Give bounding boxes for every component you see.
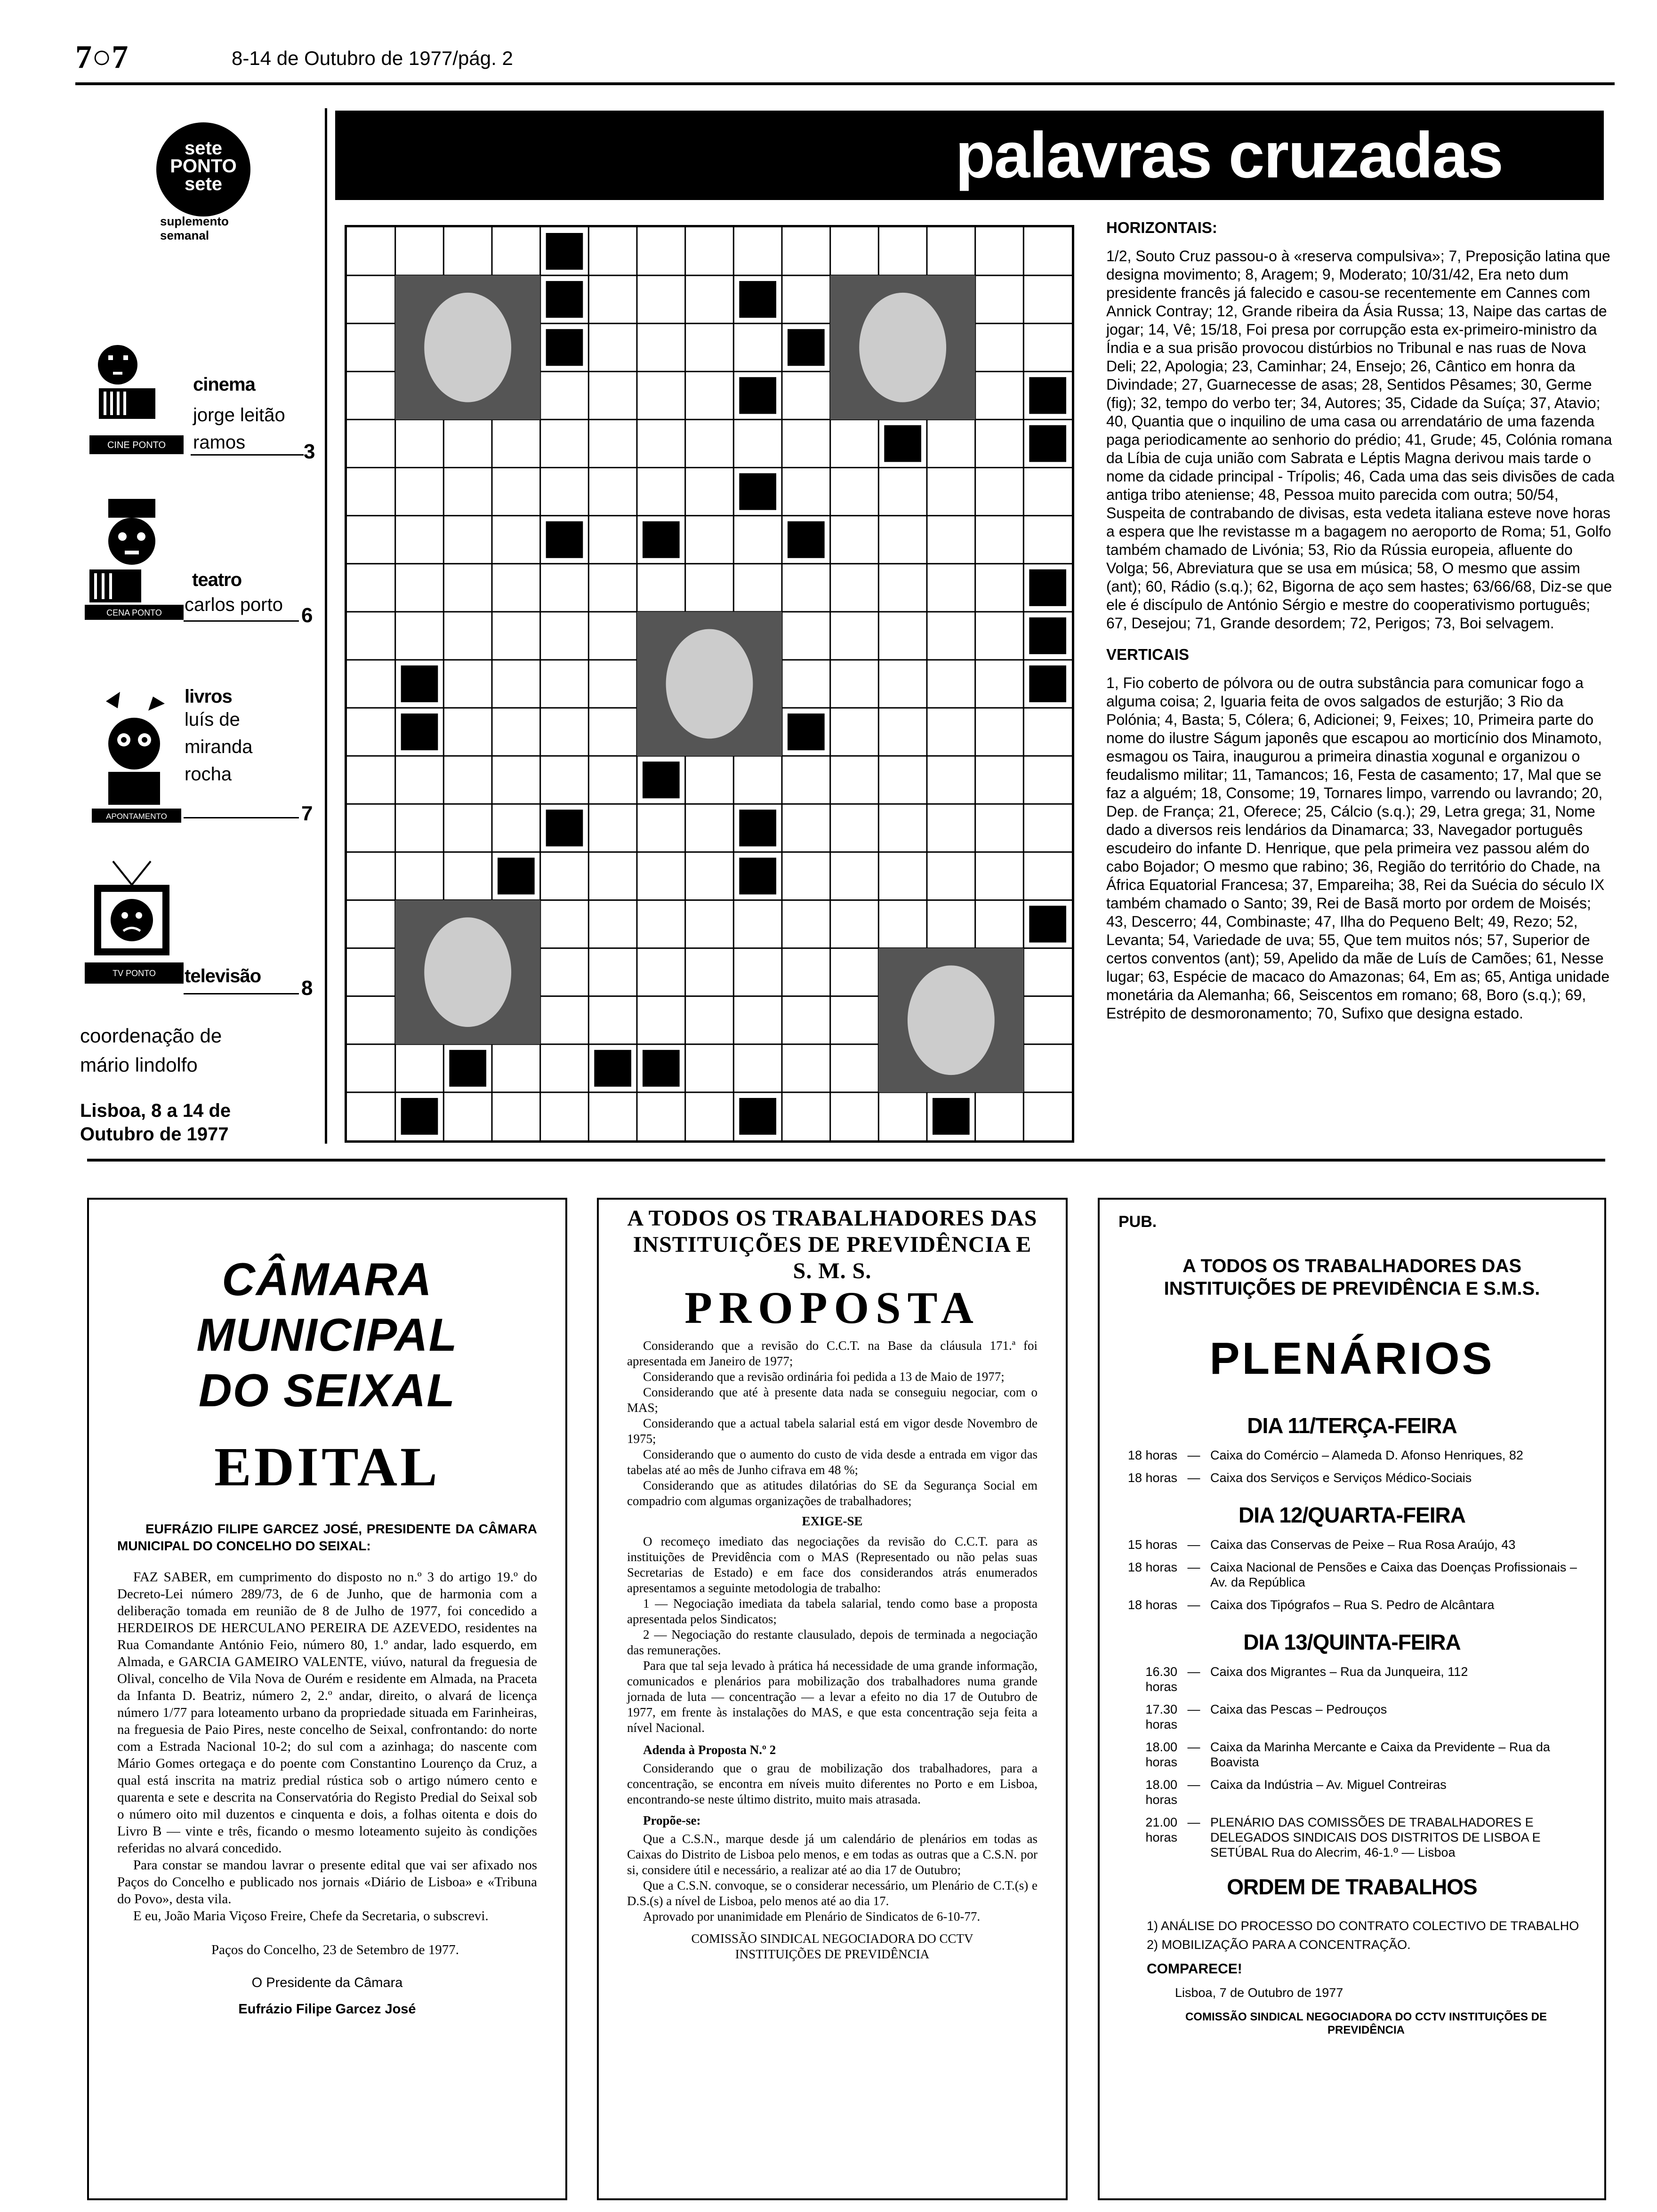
black-square <box>788 521 825 558</box>
logo-line: PONTO <box>170 156 237 176</box>
black-square <box>739 281 776 318</box>
day-heading: DIA 12/QUARTA-FEIRA <box>1239 1503 1465 1527</box>
black-square <box>788 329 825 366</box>
proposta-paragraph: Considerando que a actual tabela salarial está em vigor desde Novembro de 1975; <box>627 1416 1038 1446</box>
day-schedule: 16.30 horas — Caixa dos Migrantes – Rua da Junqueira, 112 17.30 horas — Caixa das Pescas – Pedrouços 18.00 horas — Caixa da Marinha Mercante e Caixa da Previdente – Rua da Boavista 18.00 horas — Caixa da Indústria – Av. Miguel Contreiras 21.00 horas — PLENÁRIO DAS COMISSÕES DE TRABALHADORES E DELEGADOS SINDICAIS DOS DISTRITOS DE LISBOA E SETÚBAL Rua do Alecrim, 46-1.º — Lisboa <box>1145 1665 1550 1859</box>
svg-text:APONTAMENTO: APONTAMENTO <box>106 812 167 821</box>
proposta-paragraph: Considerando que as atitudes dilatórias do SE da Segurança Social em compadrio com algumas organizações de trabalhadores; <box>627 1478 1038 1508</box>
section-title-livros: livros <box>185 686 232 707</box>
edital-signature-name: Eufrázio Filipe Garcez José <box>238 2002 416 2017</box>
proposta-paragraph: 1 — Negociação imediata da tabela salarial, tendo como base a proposta apresentada pelos Sindicatos; <box>627 1596 1038 1626</box>
black-square <box>643 521 680 558</box>
section-author-teatro: carlos porto <box>185 594 283 615</box>
portrait-face <box>424 917 511 1027</box>
day-heading: DIA 11/TERÇA-FEIRA <box>1247 1413 1457 1438</box>
day-schedule: 18 horas — Caixa do Comércio – Alameda D. Afonso Henriques, 82 18 horas — Caixa dos Serviços e Serviços Médico-Sociais <box>1127 1448 1523 1485</box>
black-square <box>546 521 583 558</box>
proposta-paragraph: Para que tal seja levado à prática há necessidade de uma grande informação, comunicados e plenários para mobilização dos trabalhadores numa grande jornada de luta — concentração — a levar a efeito no dia 17 de Outubro de 1977, em frente às instalações do MAS, e que esta concentração seja feita a nível Nacional. <box>627 1659 1038 1735</box>
cinema-icon <box>89 339 188 461</box>
proposta-title: PROPOSTA <box>684 1282 980 1333</box>
verticals-clues: 1, Fio coberto de pólvora ou de outra substância para comunicar fogo a alguma coisa; 2, Iguaria feita de ovos salgados de esturjão; 3 Rio da Polónia; 4, Basta; 5, Cólera; 6, Adicionei; 9, Feixes; 10, Primeira parte do nome do ilustre Ságum japonês que escapou ao morticínio dos Minamoto, esmagou os Taira, inaugurou a primeira dinastia xogunal e organizou o feudalismo militar; 11, Tamancos; 16, Festa de casamento; 17, Mal que se faz a alguém; 18, Consome; 19, Tornares limpo, varrendo ou lavrando; 20, Dep. de França; 21, Oferece; 25, Cálcio (s.q.); 29, Letra grega; 31, Nome dado a diversos reis lendários da Dinamarca; 33, Navegador português escudeiro do infante D. Henrique, que pela primeira vez passou além do cabo Bojador; O mesmo que rabino; 36, Região do território do Chade, na África Equatorial Francesa; 37, Empareiha; 38, Rei da Suécia do século IX também chamado o Santo; 39, Rei de Basã morto por ordem de Moisés; 43, Descerro; 44, Combinaste; 47, Ilha do Pequeno Belt; 49, Rezo; 52, Levanta; 54, Variedade de uva; 55, Que tem muitos nós; 57, Superior de certos conventos (ant); 59, Apelido da mãe de Luís de Camões; 61, Nesse lugar; 63, Espécie de macaco do Amazonas; 64, Em as; 65, Antiga unidade monetária da Alemanha; 66, Seiscentos em romano; 68, Boro (s.q.); 69, Estrépito de desmoronamento; 70, Sufixo que designa estado. <box>1106 674 1610 1022</box>
plenarios-advert <box>1098 1198 1606 2200</box>
edital-title-1: CÂMARA MUNICIPAL <box>196 1253 458 1361</box>
black-square <box>546 809 583 846</box>
section-page-livros: 7 <box>301 802 313 825</box>
black-square <box>546 281 583 318</box>
books-icon <box>87 687 186 828</box>
portrait-face <box>859 293 946 402</box>
proposta-paragraph: Considerando que até à presente data nada se conseguiu negociar, com o MAS; <box>627 1385 1038 1415</box>
edital-notice <box>87 1198 567 2200</box>
black-square <box>643 1050 680 1087</box>
pub-date: Lisboa, 7 de Outubro de 1977 <box>1175 1986 1343 2000</box>
proposta-heading: A TODOS OS TRABALHADORES DAS INSTITUIÇÕES DE PREVIDÊNCIA E S. M. S. <box>627 1206 1038 1283</box>
black-square <box>1029 665 1066 702</box>
black-square <box>498 858 535 894</box>
section-page-teatro: 6 <box>301 604 313 627</box>
proposta-paragraph: Que a C.S.N. convoque, se o considerar necessário, um Plenário de C.T.(s) e D.S.(s) a nível de Lisboa, pelo menos até ao dia 17. <box>627 1878 1038 1908</box>
logo-line: sete <box>184 138 223 159</box>
black-square <box>1029 425 1066 462</box>
crossword-cells <box>347 227 1072 1140</box>
theatre-icon <box>80 499 188 621</box>
svg-text:CENA PONTO: CENA PONTO <box>106 608 162 617</box>
header-rule <box>75 82 1615 85</box>
edital-paragraph: E eu, João Maria Viçoso Freire, Chefe da Secretaria, o subscrevi. <box>133 1908 489 1923</box>
agenda-heading: ORDEM DE TRABALHOS <box>1227 1875 1477 1899</box>
edital-lead: EUFRÁZIO FILIPE GARCEZ JOSÉ, PRESIDENTE DA CÂMARA MUNICIPAL DO CONCELHO DO SEIXAL: <box>117 1522 537 1553</box>
column-divider <box>325 108 327 1144</box>
section-rule <box>184 620 299 622</box>
black-square <box>546 329 583 366</box>
supplement-label: suplemento semanal <box>160 214 229 242</box>
agenda-item: 1) ANÁLISE DO PROCESSO DO CONTRATO COLECTIVO DE TRABALHO <box>1147 1919 1579 1933</box>
agenda-list <box>1118 1918 1585 2037</box>
section-rule-bottom <box>87 1159 1605 1162</box>
section-author-cinema: jorge leitão ramos <box>193 405 285 453</box>
edital-title-2: DO SEIXAL <box>198 1364 456 1416</box>
proposta-paragraph: Considerando que a revisão ordinária foi pedida a 13 de Maio de 1977; <box>643 1370 1005 1384</box>
proposta-subheading: Propõe-se: <box>643 1813 701 1827</box>
black-square <box>884 425 921 462</box>
black-square <box>739 809 776 846</box>
agenda-item: 2) MOBILIZAÇÃO PARA A CONCENTRAÇÃO. <box>1147 1938 1411 1952</box>
edital-date: Paços do Concelho, 23 de Setembro de 1977. <box>211 1942 459 1957</box>
edital-signature-title: O Presidente da Câmara <box>251 1975 403 1990</box>
horizontals-clues: 1/2, Souto Cruz passou-o à «reserva compulsiva»; 7, Preposição latina que designa movimento; 8, Aragem; 9, Moderato; 10/31/42, Era neto dum presidente francês já falecido e casou-se recentemente em Cannes com Annick Contray; 12, Grande ribeira da Ásia Russa; 13, Naipe das cartas de jogar; 14, Vê; 15/18, Foi presa por corrupção esta ex-primeiro-ministro da Índia e a sua prisão provocou distúrbios no Tribunal e nas ruas de Nova Deli; 22, Apologia; 23, Caminhar; 24, Ensejo; 26, Cântico em honra da Divindade; 27, Guarnecesse de asas; 28, Sentidos Pêsames; 30, Germe (fig); 32, tempo do verbo ter; 34, Autores; 35, Cidade da Suíça; 37, Atavio; 40, Quantia que o inquilino de uma casa ou arrendatário de uma fazenda paga periodicamente ao senhorio do prédio; 41, Grude; 45, Colónia romana da Líbia de cuja união com Sabrata e Léptis Magna derivou mais tarde o nome da cidade principal - Trípolis; 46, Cada uma das seis divisões de cada antiga tribo ateniense; 48, Pessoa muito parecida com outra; 50/54, Suspeita de contrabando de divisas, esta vedeta italiana esteve nove horas a espera que lhe revistasse m a bagagem no aeroporto de Roma; 51, Golfo também chamado de Livónia; 53, Rio da Rússia europeia, afluente do Volga; 56, Abreviatura que se usa em música; 58, O mesmo que assim (ant); 60, Rádio (s.q.); 62, Bigorna de aço sem hastes; 63/66/68, Diz-se que ele é discípulo de António Sérgio e mestre do cooperativismo português; 67, Desejou; 71, Grande desordem; 72, Perigos; 73, Boi selvagem. <box>1106 248 1615 632</box>
section-title-teatro: teatro <box>192 569 242 590</box>
black-square <box>933 1098 970 1135</box>
proposta-paragraph: 2 — Negociação do restante clausulado, depois de terminada a negociação das remunerações. <box>627 1627 1038 1657</box>
verticals-heading: VERTICAIS <box>1106 646 1190 663</box>
proposta-subheading: EXIGE-SE <box>802 1514 863 1528</box>
edital-paragraph: Para constar se mandou lavrar o presente edital que vai ser afixado nos Paços do Concelho e publicado nos jornais «Diário de Lisboa» e «Tribuna do Povo», desta vila. <box>117 1858 537 1907</box>
section-page-televisao: 8 <box>301 977 313 1000</box>
proposta-paragraph: Que a C.S.N., marque desde já um calendário de plenários em todas as Caixas do Distrito de Lisboa pelo menos, e em todas as outras que a C.S.N. por si, considere útil e necessário, a realizar até ao dia 17 de Outubro; <box>627 1832 1038 1877</box>
proposta-paragraph: Considerando que a revisão do C.C.T. na Base da cláusula 171.ª foi apresentada em Janeiro de 1977; <box>627 1338 1038 1368</box>
black-square <box>739 1098 776 1135</box>
svg-text:CINE PONTO: CINE PONTO <box>107 440 166 450</box>
pub-label: PUB. <box>1118 1213 1157 1231</box>
black-square <box>739 473 776 510</box>
black-square <box>1029 906 1066 942</box>
proposta-paragraph: Considerando que o aumento do custo de vida desde a entrada em vigor das tabelas até ao mês de Junho cifrava em 48 %; <box>627 1447 1038 1477</box>
black-square <box>1029 569 1066 606</box>
section-rule <box>191 454 304 456</box>
call-to-action: COMPARECE! <box>1147 1961 1242 1977</box>
issue-date: 8-14 de Outubro de 1977/pág. 2 <box>232 47 513 69</box>
crossword-grid <box>345 225 1074 1143</box>
edition-place-date: Lisboa, 8 a 14 de Outubro de 1977 <box>80 1100 231 1145</box>
section-title-cinema: cinema <box>193 374 255 395</box>
black-square <box>594 1050 631 1087</box>
black-square <box>739 858 776 894</box>
day-heading: DIA 13/QUINTA-FEIRA <box>1243 1630 1461 1654</box>
newspaper-logo: 7○7 <box>75 39 129 75</box>
proposta-subheading: Adenda à Proposta N.º 2 <box>643 1743 776 1757</box>
proposta-paragraph: Considerando que o grau de mobilização dos trabalhadores, para a concentração, se encontra em níveis muito diferentes no Porto e em Lisboa, encontrando-se neste último distrito, muito mais atrasada. <box>627 1761 1038 1806</box>
section-page-cinema: 3 <box>304 440 315 463</box>
crossword-clues <box>1106 219 1615 1036</box>
proposta-signature: COMISSÃO SINDICAL NEGOCIADORA DO CCTV INSTITUIÇÕES DE PREVIDÊNCIA <box>691 1931 973 1961</box>
section-author-livros: luís de miranda rocha <box>185 709 253 785</box>
pub-title: PLENÁRIOS <box>1209 1333 1495 1384</box>
edital-paragraph: FAZ SABER, em cumprimento do disposto no n.º 3 do artigo 19.º do Decreto-Lei número 289/73, de 6 de Junho, que de harmonia com a deliberação tomada em reunião de 8 de Julho de 1977, foi concedido a HERDEIROS DE HERCULANO PEREIRA DE AZEVEDO, residentes na Rua Comandante António Feio, número 80, 1.º andar, lado esquerdo, em Almada, e GARCIA GAMEIRO VALENTE, viúvo, natural da freguesia de Olival, concelho de Vila Nova de Ourém e residente em Almada, na Praceta da Infanta D. Beatriz, número 2, 2.º andar, direito, o alvará de licença número 1/77 para loteamento urbano da propriedade situada em Farinheiras, na freguesia de Paio Pires, neste concelho de Seixal, confrontando: do norte com a Estrada Nacional 10-2; do sul com a azinhaga; do nascente com Mário Gomes ortegaça e do poente com Constantino Lourenço da Cruz, a qual está inscrita na matriz predial rústica sob o artigo número cento e quarenta e sete e descrita na Conservatória do Registo Predial do Seixal sob o número oito mil duzentos e cinquenta e dois, a folhas oitenta e dois do Livro B — vinte e três, ficando o mesmo loteamento sujeito às condições referidas no alvará concedido. <box>117 1570 537 1856</box>
black-square <box>1029 377 1066 414</box>
black-square <box>643 761 680 798</box>
black-square <box>546 233 583 270</box>
black-square <box>401 1098 438 1135</box>
television-icon <box>80 857 188 993</box>
section-rule <box>184 817 299 818</box>
sete-ponto-sete-logo <box>156 122 250 216</box>
edital-heading: EDITAL <box>214 1436 440 1498</box>
pub-signature: COMISSÃO SINDICAL NEGOCIADORA DO CCTV INSTITUIÇÕES DE PREVIDÊNCIA <box>1185 2011 1547 2036</box>
proposta-notice <box>597 1198 1068 2200</box>
portrait-face <box>666 629 753 739</box>
black-square <box>449 1050 486 1087</box>
portrait-face <box>908 965 995 1075</box>
black-square <box>401 665 438 702</box>
proposta-paragraph: O recomeço imediato das negociações da revisão do C.C.T. para as instituições de Previdência com o MAS (Representado ou não pelas suas Secretarias de Estado) e em face dos considerandos atrás enumerados apresentamos a seguinte metodologia de trabalho: <box>627 1534 1038 1595</box>
black-square <box>401 713 438 750</box>
pub-heading: A TODOS OS TRABALHADORES DAS INSTITUIÇÕES DE PREVIDÊNCIA E S.M.S. <box>1164 1256 1540 1299</box>
coordination-credit: coordenação de mário lindolfo <box>80 1025 222 1076</box>
black-square <box>788 713 825 750</box>
black-square <box>1029 617 1066 654</box>
portrait-face <box>424 293 511 402</box>
horizontals-heading: HORIZONTAIS: <box>1106 219 1217 236</box>
proposta-paragraph: Aprovado por unanimidade em Plenário de Sindicatos de 6-10-77. <box>643 1909 981 1923</box>
svg-text:TV PONTO: TV PONTO <box>113 969 156 978</box>
black-square <box>739 377 776 414</box>
logo-line: sete <box>184 174 223 194</box>
day-schedule: 15 horas — Caixa das Conservas de Peixe – Rua Rosa Araújo, 43 18 horas — Caixa Nacional de Pensões e Caixa das Doenças Profissionais – Av. da República 18 horas — Caixa dos Tipógrafos – Rua S. Pedro de Alcântara <box>1127 1538 1577 1612</box>
section-rule <box>184 993 299 994</box>
section-title-televisao: televisão <box>185 966 261 986</box>
crossword-banner: palavras cruzadas <box>335 111 1604 200</box>
